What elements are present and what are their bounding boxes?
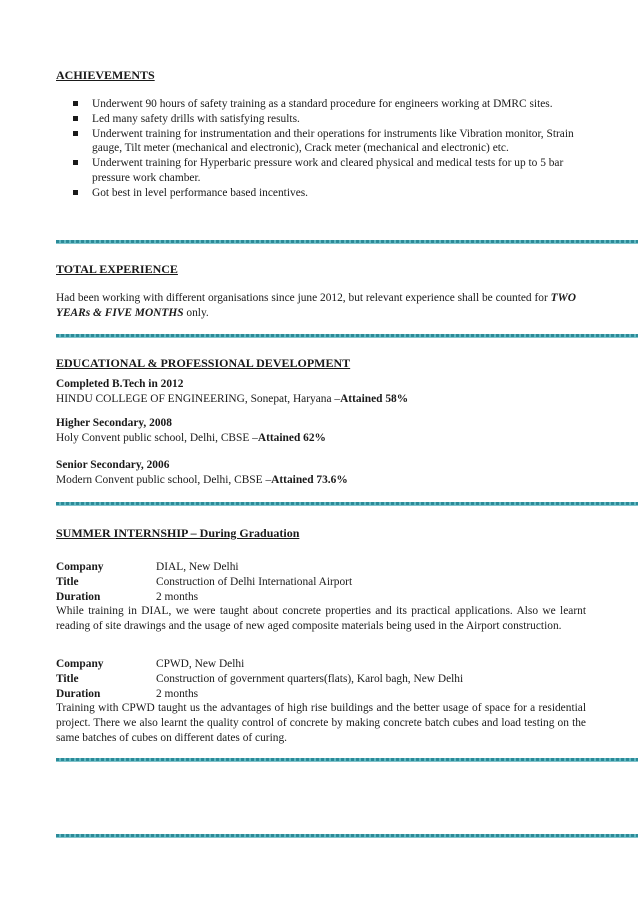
bullet-square-icon xyxy=(73,101,78,106)
section-divider xyxy=(56,834,638,837)
section-divider xyxy=(56,758,638,761)
bullet-square-icon xyxy=(73,160,78,165)
grade: Attained 62% xyxy=(257,431,326,444)
grade: Attained 73.6% xyxy=(271,473,348,486)
education-entry: Senior Secondary, 2006 Modern Convent public school, Delhi, CBSE –Attained 73.6% xyxy=(56,459,348,486)
internship-description: Training with CPWD taught us the advantages of high rise buildings and the better usage of space for a residential project. There we also learnt the quality control of concrete by making concrete batch cubes and load testing on the same batches of cubes on different dates of curing. xyxy=(56,702,586,744)
company-value: DIAL, New Delhi xyxy=(156,561,239,573)
internship-entry: Company CPWD, New Delhi Title Construction of government quarters(flats), Karol bagh, New Delhi Duration 2 months Training with CPWD taught us the advantages of high rise buildings and the better usage of space for a residential project. There we also learnt the quality control of concrete by making concrete batch cubes and load testing on the same batches of cubes on different dates of curing. xyxy=(56,658,586,744)
bullet-square-icon xyxy=(73,190,78,195)
list-item: Underwent training for Hyperbaric pressure work and cleared physical and medical tests for up to 5 bar pressure work chamber. xyxy=(56,156,586,186)
education-heading: EDUCATIONAL & PROFESSIONAL DEVELOPMENT xyxy=(56,356,351,370)
experience-heading: TOTAL EXPERIENCE xyxy=(56,262,178,276)
education-entry: Completed B.Tech in 2012 HINDU COLLEGE OF ENGINEERING, Sonepat, Haryana –Attained 58% xyxy=(56,378,409,405)
list-item: Underwent training for instrumentation and their operations for instruments like Vibration monitor, Strain gauge, Tilt meter (mechanical and electronic), Crack meter (mechanical and electronic) etc. xyxy=(56,127,586,157)
achievements-list xyxy=(56,97,586,201)
bullet-square-icon xyxy=(73,131,78,136)
internship-heading: SUMMER INTERNSHIP – During Graduation xyxy=(56,526,300,540)
list-item: Got best in level performance based incentives. xyxy=(56,186,586,201)
section-divider xyxy=(56,502,638,505)
duration-value: 2 months xyxy=(156,590,199,603)
title-value: Construction of Delhi International Airport xyxy=(156,575,353,588)
experience-text: Had been working with different organisations since june 2012, but relevant experience shall be counted for TWO YEARs & FIVE MONTHS only. xyxy=(56,292,576,319)
achievements-heading: ACHIEVEMENTS xyxy=(56,68,155,82)
experience-duration: TWO YEARs & FIVE MONTHS xyxy=(56,292,576,319)
grade: Attained 58% xyxy=(340,392,409,405)
title-value: Construction of government quarters(flats), Karol bagh, New Delhi xyxy=(156,672,464,685)
bullet-square-icon xyxy=(73,116,78,121)
list-item: Led many safety drills with satisfying results. xyxy=(56,112,586,127)
internship-description: While training in DIAL, we were taught about concrete properties and its practical applications. Also we learnt reading of site drawings and the usage of new aged composite materials being used in the Airport construction. xyxy=(56,605,586,633)
duration-value: 2 months xyxy=(156,687,199,700)
section-divider xyxy=(56,240,638,243)
internship-entry: Company DIAL, New Delhi Title Construction of Delhi International Airport Duration 2 months While training in DIAL, we were taught about concrete properties and its practical applications. Also we learnt reading of site drawings and the usage of new aged composite materials being used in the Airport construction. xyxy=(56,561,586,633)
section-divider xyxy=(56,334,638,337)
education-entry: Higher Secondary, 2008 Holy Convent public school, Delhi, CBSE –Attained 62% xyxy=(56,417,326,444)
list-item: Underwent 90 hours of safety training as a standard procedure for engineers working at DMRC sites. xyxy=(56,97,586,112)
company-value: CPWD, New Delhi xyxy=(156,658,245,670)
